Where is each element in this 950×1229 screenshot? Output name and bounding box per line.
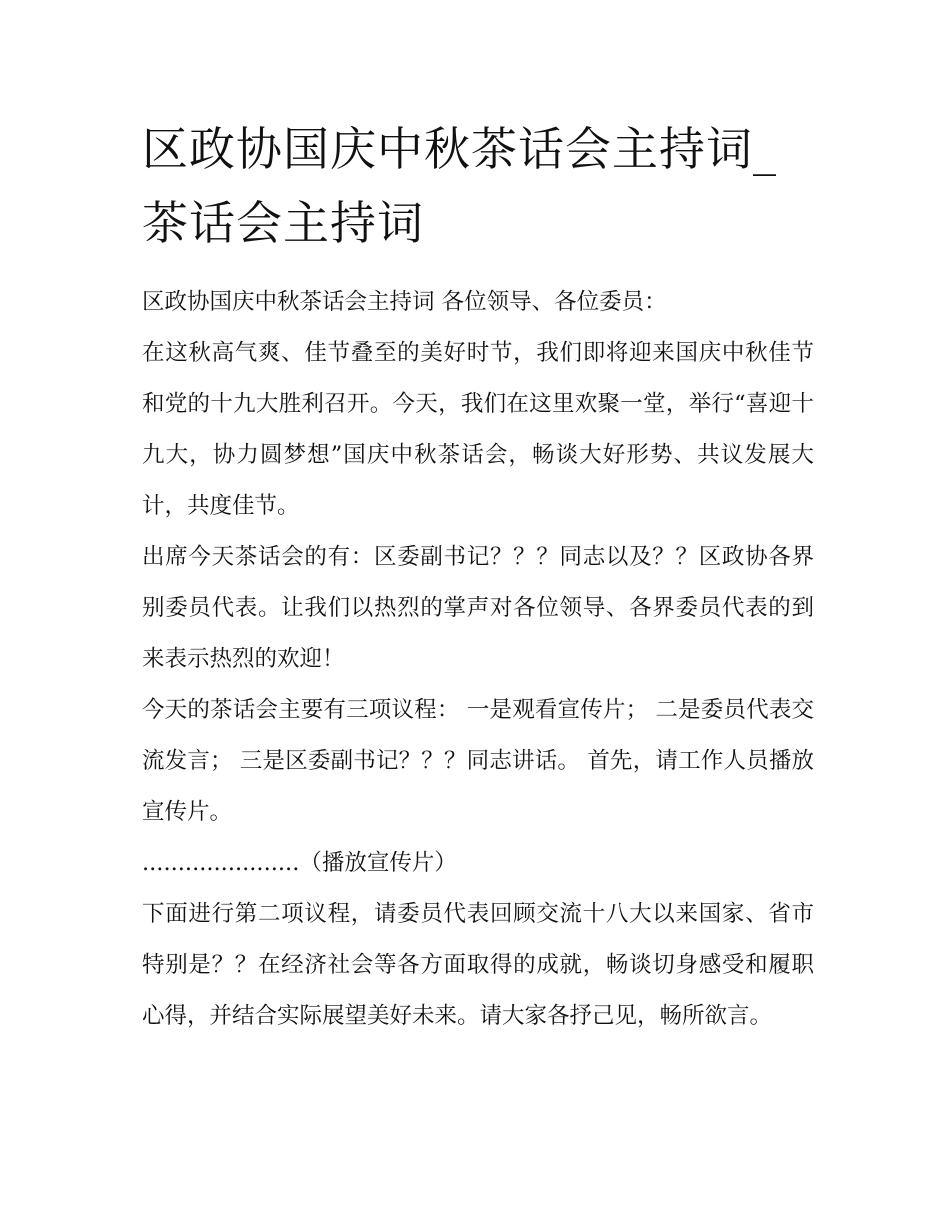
paragraph-greeting: 区政协国庆中秋茶话会主持词 各位领导、各位委员： [142,289,667,315]
document-title: 区政协国庆中秋茶话会主持词_茶话会主持词 [142,122,777,250]
paragraph-agenda: 今天的茶话会主要有三项议程： 一是观看宣传片； 二是委员代表交流发言； 三是区委副书记？？？同志讲话。 首先，请工作人员播放宣传片。 [142,697,814,825]
paragraph-attendees: 出席今天茶话会的有：区委副书记？？？同志以及？？区政协各界别委员代表。让我们以热烈的掌声对各位领导、各界委员代表的到来表示热烈的欢迎！ [142,544,814,672]
paragraph-opening: 在这秋高气爽、佳节叠至的美好时节，我们即将迎来国庆中秋佳节和党的十九大胜利召开。今天，我们在这里欢聚一堂，举行“喜迎十九大，协力圆梦想”国庆中秋茶话会，畅谈大好形势、共议发展大计，共度佳节。 [142,340,814,519]
paragraph-video-note: ......................（播放宣传片） [142,850,457,876]
document-page [142,112,814,1042]
paragraph-second-item: 下面进行第二项议程，请委员代表回顾交流十八大以来国家、省市特别是？？在经济社会等各方面取得的成就，畅谈切身感受和履职心得，并结合实际展望美好未来。请大家各抒己见，畅所欲言。 [142,901,814,1029]
document-body [142,277,814,1042]
